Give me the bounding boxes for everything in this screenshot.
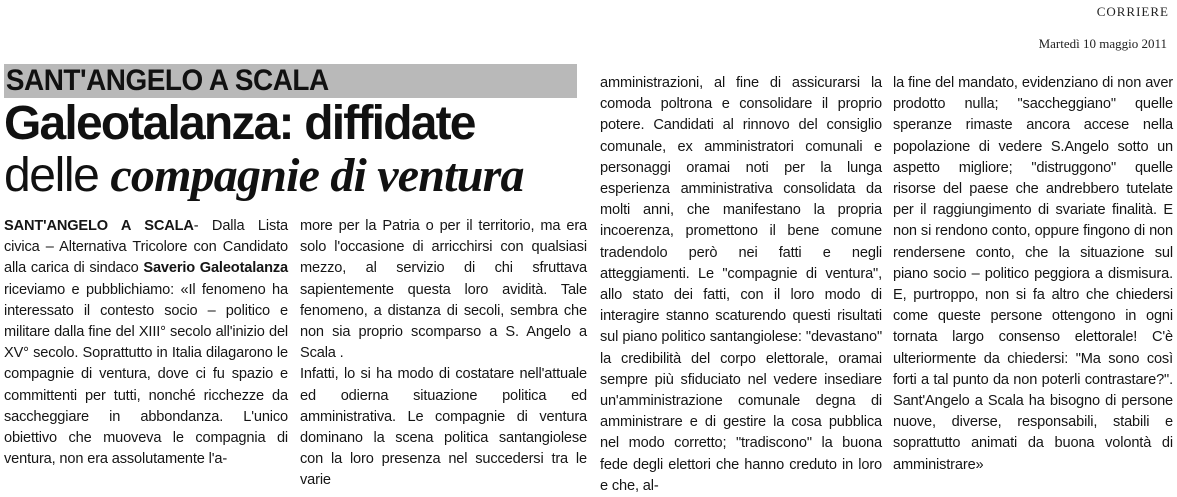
column-4-paragraph: la fine del mandato, evidenziano di non aver prodotto nulla; "saccheggiano" quelle speranze rimaste ancora accese nella popolazione di vedere S.Angelo sotto un aspetto migliore; "distruggono" quelle risorse del paese che andrebbero tutelate per il raggiungimento di svariate finalità. E non si rendono conto, oppure fingono di non rendersene conto, che la situazione sul piano socio – politico peggiora a dismisura. E, purtroppo, non si fa altro che chiedersi come queste persone ottengono in ogni tornata largo consenso elettorale! C'è ulteriormente da chiedersi: "Ma sono così forti a tal punto da non poterli contrastare?". Sant'Angelo a Scala ha bisogno di persone nuove, diverse, responsabili, stabili e soprattutto animati da buona volontà di amministrare» (893, 75, 1173, 473)
article-dateline: SANT'ANGELO A SCALA (4, 218, 194, 234)
column-2-paragraph-1: more per la Patria o per il territorio, ma era solo l'occasione di arricchirsi con qualsiasi mezzo, al servizio di chi sfruttava sapientemente questa loro avidità. Tale fenomeno, a distanza di secoli, sembra che non sia proprio scomparso a S. Angelo a Scala . (300, 218, 587, 362)
article-headline (4, 98, 584, 202)
article-column-1 (4, 216, 288, 478)
section-kicker (4, 64, 577, 98)
column-1-paragraph (4, 216, 288, 470)
column-2-paragraph-2: Infatti, lo si ha modo di costatare nell'attuale ed odierna situazione politica ed amministrativa. Le compagnie di ventura dominano la scena politica santangiolese con la loro presenza nel succedersi tra le varie (300, 366, 587, 489)
headline-line-1: Galeotalanza: diffidate (4, 97, 475, 150)
column-1-text-b: riceviamo e pubblichiamo: «Il fenomeno ha interessato il contesto socio – politico e militare dalla fine del XIII° secolo all'inizio del XV° secolo. Soprattutto in Italia dilagarono le compagnie di ventura, dove ci fu spazio e committenti per tutti, nonché ricchezze da saccheggiare in abbondanza. L'unico obiettivo che muoveva le compagnia di ventura, non era assolutamente l'a- (4, 281, 288, 468)
kicker-text: SANT'ANGELO A SCALA (5, 64, 329, 97)
article-column-3 (600, 73, 882, 494)
headline-line-2-plain: delle (4, 149, 111, 202)
column-3-paragraph: amministrazioni, al fine di assicurarsi la comoda poltrona e consolidare il proprio potere. Candidati al rinnovo del consiglio comunale, ex amministratori comunali e personaggi oramai noti per la lunga esperienza amministrativa consolidata da molti anni, che manifestano la propria incoerenza, promettono il bene comune tradendolo però nei fatti e negli atteggiamenti. Le "compagnie di ventura", allo stato dei fatti, con il loro modo di interagire stanno scaturendo questi risultati sul piano politico santangiolese: "devastano" la credibilità del corpo elettorale, oramai sempre più sfiduciato nel vedere insediare un'amministrazione comunale degna di amministrare e di gestire la cosa pubblica nel modo corretto; "tradiscono" la buona fede degli elettori che hanno creduto in loro e che, al- (600, 75, 882, 494)
candidate-name: Saverio Galeotalanza (143, 260, 288, 277)
newspaper-masthead: CORRIERE (1096, 4, 1169, 19)
headline-line-2-italic: compagnie di ventura (110, 149, 524, 202)
issue-date: Martedì 10 maggio 2011 (1038, 36, 1167, 51)
article-column-2 (300, 216, 587, 489)
article-column-4 (893, 73, 1173, 481)
column-1-text-a: - Dalla Lista civica – Alternativa Tricolore con Candidato alla carica di sindaco (4, 218, 288, 277)
headline-line-2 (4, 150, 584, 202)
